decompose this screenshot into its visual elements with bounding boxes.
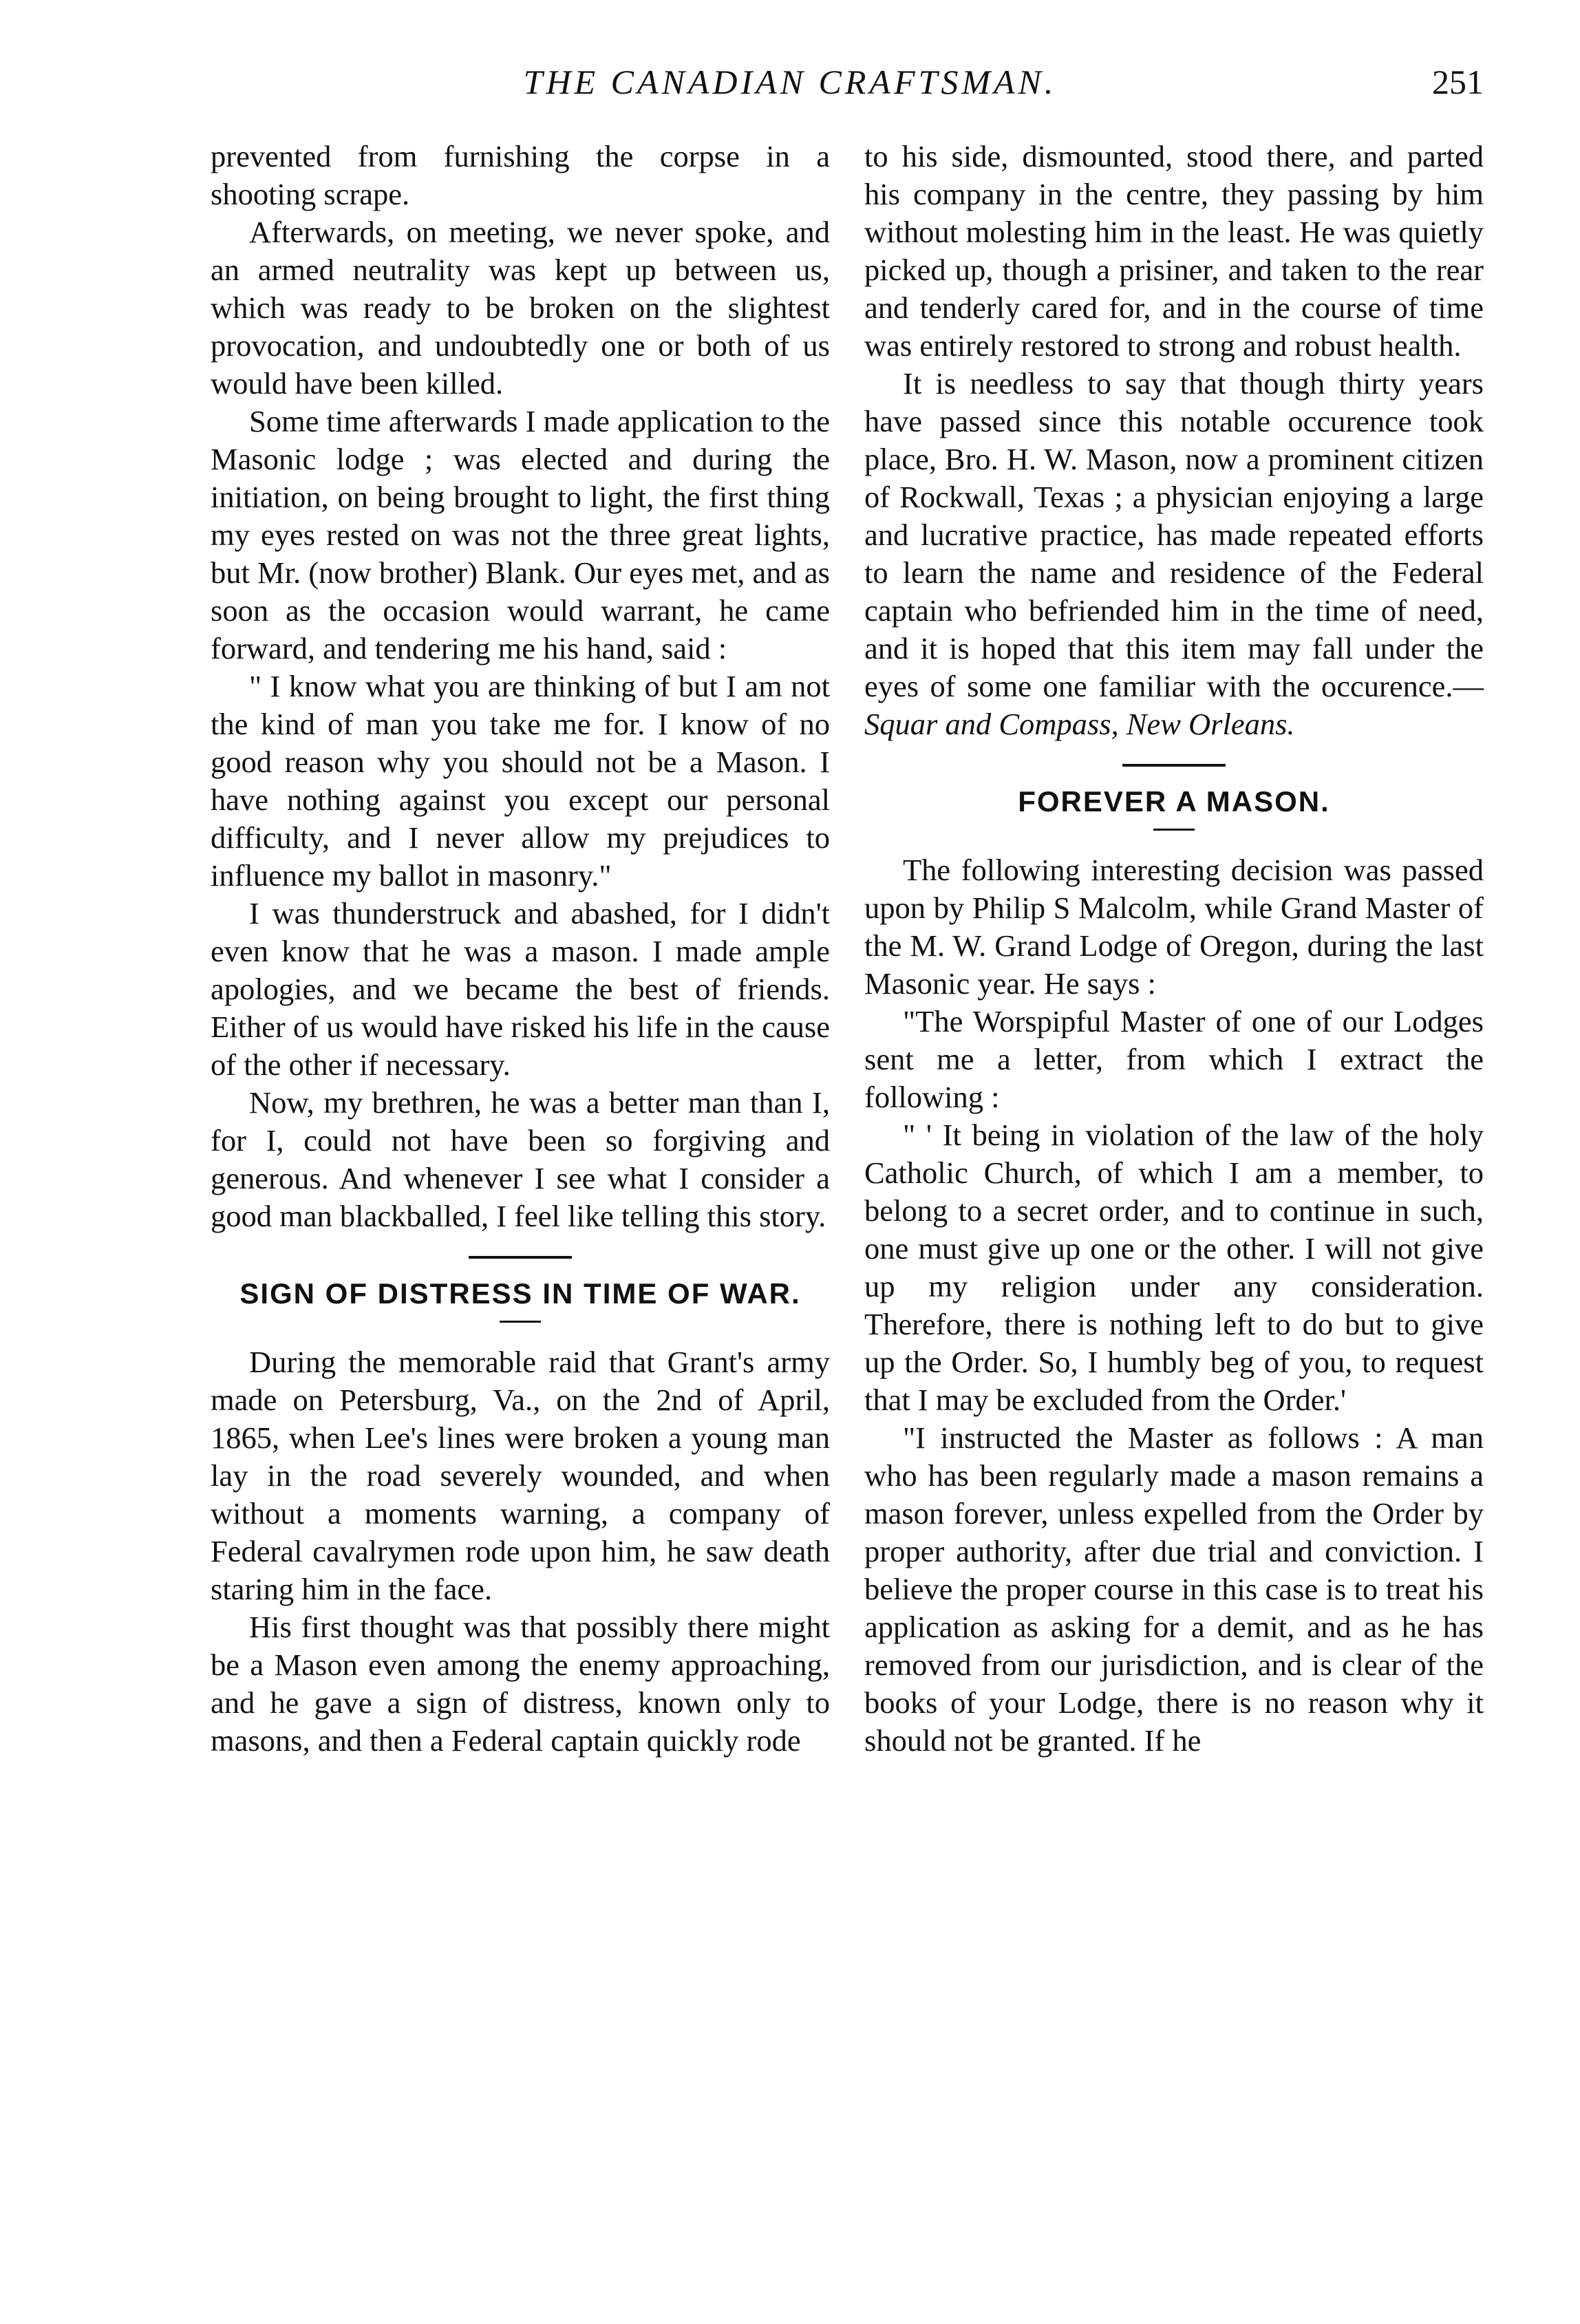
section-heading-forever: FOREVER A MASON. — [1018, 785, 1330, 818]
running-head — [0, 52, 1580, 114]
section-divider — [1122, 764, 1226, 767]
running-title: THE CANADIAN CRAFTSMAN. — [523, 63, 1057, 101]
paragraph-text: It is needless to say that though thirty years have passed since this notable occurence took place, Bro. H. W. Mason, now a prominent citizen of Rockwall, Texas ; a physician enjoying a large and lucrative practice, has made repeated efforts to learn the name and residence of the Federal captain who befriended him in the time of need, and it is hoped that this item may fall under the eyes of some one familiar with the occurence.— — [864, 366, 1484, 703]
source-citation: Squar and Compass, New Orleans. — [864, 707, 1295, 741]
paragraph: I was thunderstruck and abashed, for I didn't even know that he was a mason. I made ample apologies, and we became the best of friends. Either of us would have risked his life in the cause of the other if necessary. — [211, 896, 830, 1082]
paragraph: Some time afterwards I made application to the Masonic lodge ; was elected and during the initiation, on being brought to light, the first thing my eyes rested on was not the three great lights, but Mr. (now brother) Blank. Our eyes met, and as soon as the occasion would warrant, he came forward, and tendering me his hand, said : — [211, 404, 830, 665]
heading-underline — [1153, 829, 1195, 831]
section-heading-distress: SIGN OF DISTRESS IN TIME OF WAR. — [239, 1277, 801, 1310]
right-column — [864, 138, 1484, 1760]
page-number: 251 — [1432, 63, 1484, 101]
paragraph: Now, my brethren, he was a better man than I, for I, could not have been so forgiving and generous. And whenever I see what I consider a good man blackballed, I feel like telling this story. — [211, 1085, 830, 1233]
paragraph: to his side, dismounted, stood there, and parted his company in the centre, they passing by him without molesting him in the least. He was quietly picked up, though a prisiner, and taken to the rear and tenderly cared for, and in the course of time was entirely restored to strong and robust health. — [864, 139, 1484, 363]
paragraph — [864, 365, 1484, 743]
section-divider — [469, 1256, 572, 1259]
paragraph: Afterwards, on meeting, we never spoke, and an armed neutrality was kept up between us, which was ready to be broken on the slightest provocation, and undoubtedly one or both of us would have been killed. — [211, 215, 830, 401]
paragraph: " ' It being in violation of the law of the holy Catholic Church, of which I am a member, to belong to a secret order, and to continue in such, one must give up one or the other. I will not give up my religion under any consideration. Therefore, there is nothing left to do but to give up the Order. So, I humbly beg of you, to request that I may be excluded from the Order.' — [864, 1118, 1484, 1417]
paragraph: "I instructed the Master as follows : A man who has been regularly made a mason remains a mason forever, unless expelled from the Order by proper authority, after due trial and conviction. I believe the proper course in this case is to treat his application as asking for a demit, and as he has removed from our jurisdiction, and is clear of the books of your Lodge, there is no reason why it should not be granted. If he — [864, 1420, 1484, 1758]
paragraph: "The Worspipful Master of one of our Lodges sent me a letter, from which I extract the following : — [864, 1004, 1484, 1114]
left-column — [211, 138, 830, 1760]
paragraph: The following interesting decision was passed upon by Philip S Malcolm, while Grand Master of the M. W. Grand Lodge of Oregon, during the last Masonic year. He says : — [864, 853, 1484, 1001]
heading-underline — [500, 1321, 541, 1323]
paragraph: His first thought was that possibly there might be a Mason even among the enemy approaching, and he gave a sign of distress, known only to masons, and then a Federal captain quickly rode — [211, 1610, 830, 1758]
paragraph: prevented from furnishing the corpse in a shooting scrape. — [211, 139, 830, 211]
paragraph: " I know what you are thinking of but I am not the kind of man you take me for. I know of no good reason why you should not be a Mason. I have nothing against you except our personal difficulty, and I never allow my prejudices to influence my ballot in masonry." — [211, 669, 830, 893]
paragraph: During the memorable raid that Grant's army made on Petersburg, Va., on the 2nd of April, 1865, when Lee's lines were broken a young man lay in the road severely wounded, and when without a moments warning, a company of Federal cavalrymen rode upon him, he saw death staring him in the face. — [211, 1345, 830, 1606]
